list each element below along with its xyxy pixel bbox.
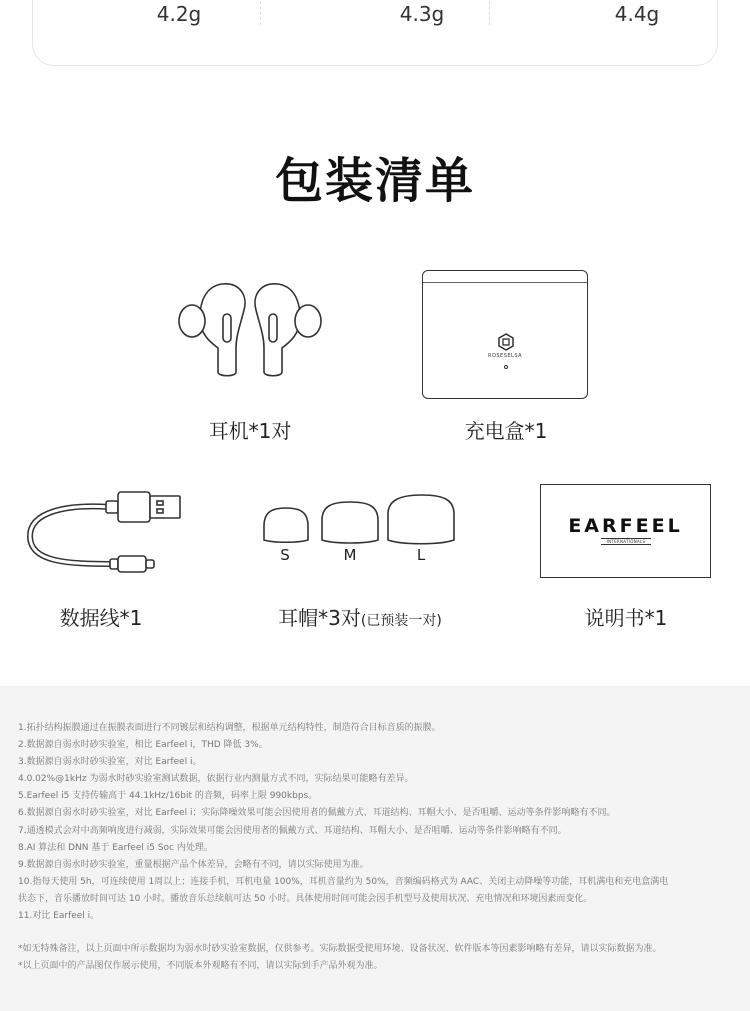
tip-size-label: M (343, 546, 357, 564)
charging-case-illustration (422, 270, 588, 399)
tip-size-label: L (416, 546, 426, 564)
brand-logo-icon (497, 333, 515, 351)
weight-value: 4.4g (614, 2, 660, 26)
manual-sub-text: INTERNATIONALS (601, 538, 651, 545)
footnote: 7.通透模式会对中高频响度进行减弱，实际效果可能会因使用者的佩戴方式、耳道结构、耳帽大小、是否咀嚼、运动等条件影响略有不同。 (18, 825, 567, 836)
eartips-caption (250, 602, 470, 631)
disclaimer: *如无特殊备注，以上页面中所示数据均为弱水时砂实验室数据，仅供参考。实际数据受使用环境、设备状况、软件版本等因素影响略有差异，请以实际数据为准。 (18, 944, 662, 954)
disclaimer-list (18, 941, 738, 975)
footnote: 4.0.02%@1kHz 为弱水时砂实验室测试数据，依据行业内测量方式不同，实际结果可能略有差异。 (18, 774, 414, 785)
footnote: 11.对比 Earfeel i。 (18, 911, 100, 922)
manual-illustration (540, 484, 711, 578)
footnote: 10.指每天使用 5h，可连续使用 1周以上；连接手机，耳机电量 100%，耳机音量约为 50%，音频编码格式为 AAC、关闭主动降噪等功能，耳机满电和充电盒满电 (18, 876, 669, 887)
weight-value: 4.3g (399, 2, 445, 26)
divider (489, 1, 490, 25)
earbuds-caption: 耳机*1对 (208, 419, 292, 443)
footnotes-section (0, 686, 750, 1011)
case-brand-text: ROSESELSA (487, 353, 523, 359)
footnote: 状态下，音乐播放时间可达 10 小时。播放音乐总续航可达 50 小时。具体使用时间可能会因手机型号及使用状况、充电情况和环境因素而变化。 (18, 893, 593, 904)
manual-caption: 说明书*1 (584, 606, 668, 630)
footnote: 8.AI 算法和 DNN 基于 Earfeel i5 Soc 内处理。 (18, 842, 213, 853)
weights-card (32, 0, 718, 66)
manual-brand-text: EARFEEL (568, 515, 683, 537)
eartips-caption-main: 耳帽*3对 (278, 606, 361, 630)
footnote-list (18, 720, 738, 925)
footnote: 6.数据源自弱水时砂实验室，对比 Earfeel i；实际降噪效果可能会因使用者的佩戴方式、耳道结构、耳帽大小、是否咀嚼、运动等条件影响略有不同。 (18, 808, 616, 819)
footnote: 2.数据源自弱水时砂实验室，相比 Earfeel i，THD 降低 3%。 (18, 740, 268, 751)
usb-cable-illustration (26, 484, 186, 580)
footnote: 9.数据源自弱水时砂实验室，重量根据产品个体差异，会略有不同，请以实际使用为准。 (18, 859, 369, 870)
weight-value: 4.2g (156, 2, 202, 26)
case-caption: 充电盒*1 (464, 419, 548, 443)
disclaimer: *以上页面中的产品图仅作展示使用，不同版本外观略有不同，请以实际到手产品外观为准。 (18, 961, 383, 971)
tip-size-label: S (280, 546, 290, 564)
section-title: 包装清单 (274, 153, 475, 209)
indicator-light (504, 365, 508, 369)
eartips-illustration (258, 490, 458, 548)
footnote: 3.数据源自弱水时砂实验室，对比 Earfeel i。 (18, 757, 202, 768)
cable-caption: 数据线*1 (59, 606, 143, 630)
eartips-caption-note: (已预装一对) (360, 613, 442, 629)
footnote: 1.拓扑结构振膜通过在振膜表面进行不同镀层和结构调整，根据单元结构特性，制造符合目标音质的振膜。 (18, 723, 441, 733)
footnote: 5.Earfeel i5 支持传输高于 44.1kHz/16bit 的音频，码率上限 990kbps。 (18, 791, 318, 802)
earbuds-illustration (170, 276, 330, 380)
divider (260, 1, 261, 25)
case-lid-line (423, 271, 587, 283)
